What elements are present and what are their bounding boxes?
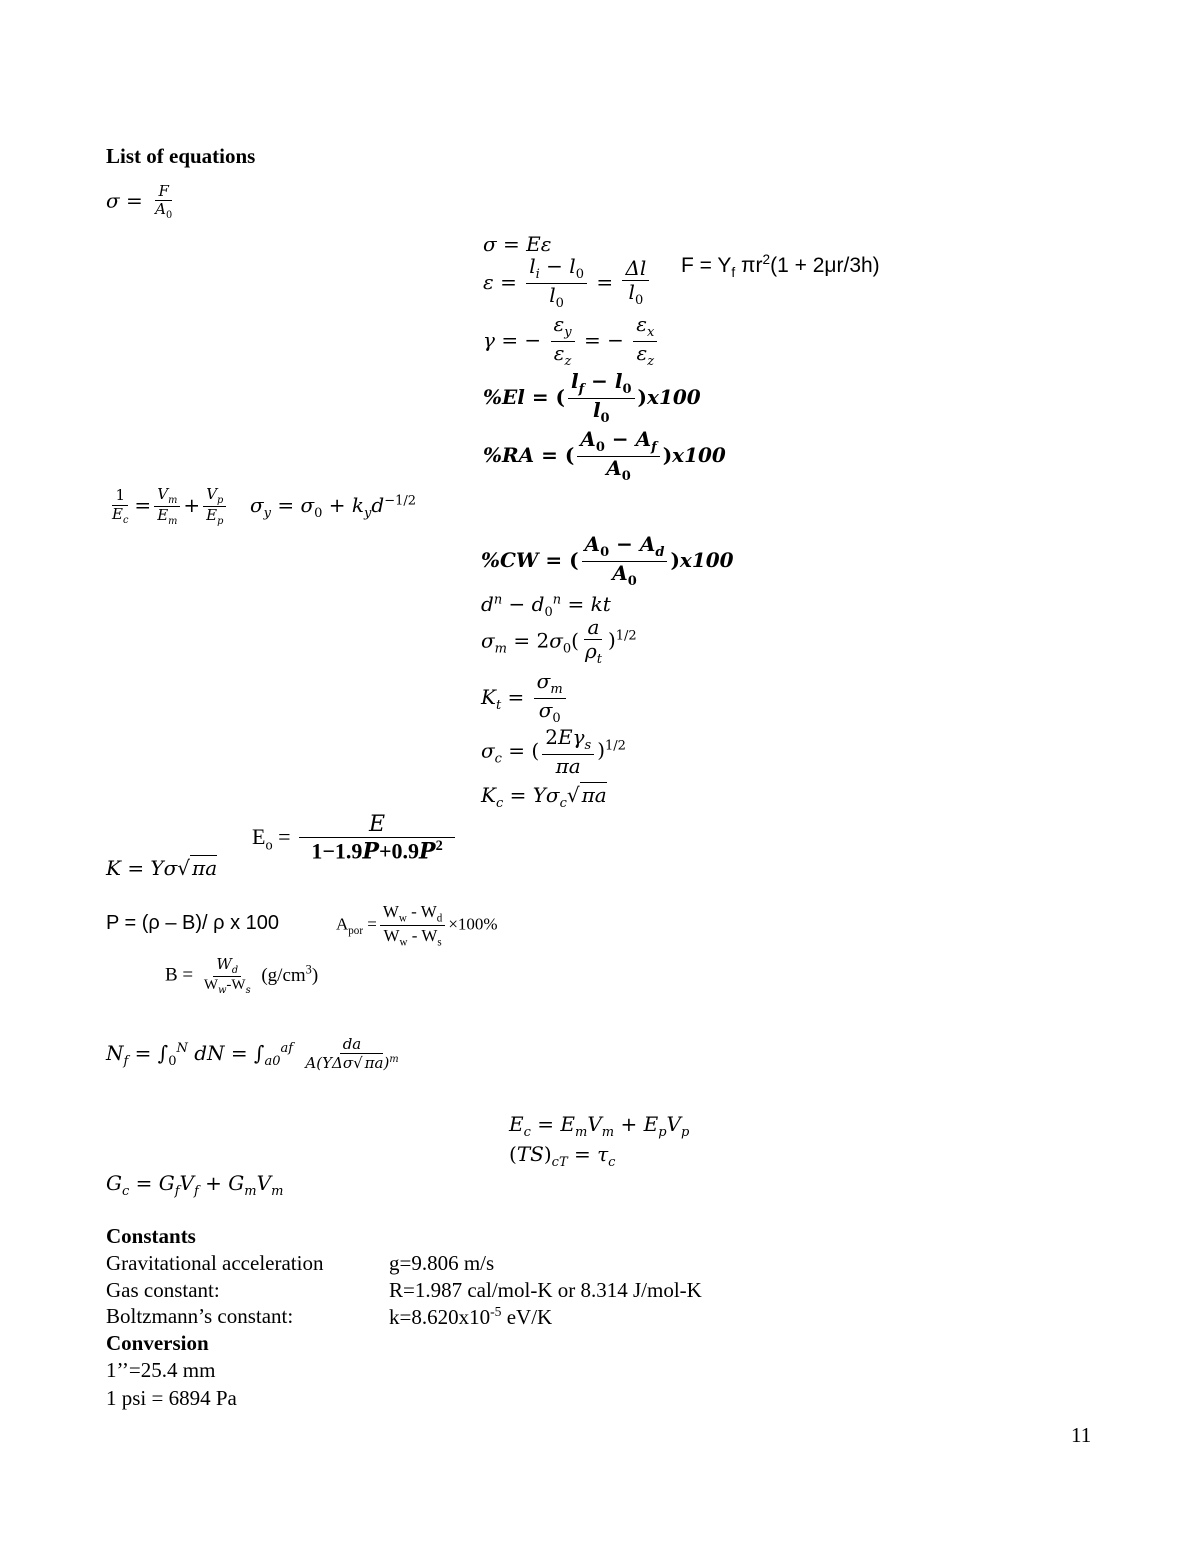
- equation-poisson: γ = − $\frac{\varepsilon_y}{\varepsilon_z}$ = − $\frac{\varepsilon_x}{\varepsilon_z}$: [483, 313, 660, 370]
- page-title: List of equations: [106, 144, 256, 168]
- equation-cold-work: %CW = ( $\frac{A_0 - A_d}{A_0}$ )x100: [481, 532, 734, 589]
- equation-elongation: %El = ( $\frac{l_f - l_0}{l_0}$ )x100: [483, 369, 701, 426]
- constant-value: $k=8.620x10^{-5}$ eV/K: [389, 1304, 553, 1329]
- equation-k-factor: K = Yσ√ πa: [106, 856, 218, 880]
- constant-value: g=9.806 m/s: [389, 1251, 495, 1275]
- constant-name: Gravitational acceleration: [106, 1251, 324, 1275]
- equation-shear-modulus: $G_c = G_fV_f + G_mV_m$: [106, 1171, 284, 1199]
- equation-fatigue-life: $N_f = \int_0^N$ dN = $\int_{a0}^{af}$ $\frac{da}{A(Y\Delta\sigma√ \pi a)^m}$: [106, 1035, 399, 1073]
- equation-tensile-strength: $(TS)_{cT} = \tau_c$: [509, 1142, 616, 1170]
- constant-name: Boltzmann’s constant:: [106, 1304, 294, 1328]
- equation-reduction-area: %RA = ( $\frac{A_0 - A_f}{A_0}$ )x100: [483, 427, 726, 484]
- equation-kt: $K_t$ = $\frac{\sigma_m}{\sigma_0}$: [481, 670, 569, 727]
- constant-value: R=1.987 cal/mol-K or 8.314 J/mol-K: [389, 1278, 702, 1302]
- equation-composite-modulus-parallel: $E_c = E_mV_m + E_pV_p$: [509, 1112, 690, 1140]
- conversion-heading: Conversion: [106, 1331, 209, 1355]
- equation-hooke: σ = Eε: [483, 232, 552, 256]
- equation-bulk-density: B = $\frac{W_d}{W_w-W_s}$ $(g/cm^3)$: [165, 955, 319, 997]
- constants-heading: Constants: [106, 1224, 196, 1248]
- x100-label: x100: [647, 384, 701, 409]
- page-number: 11: [1071, 1423, 1092, 1447]
- equation-friction-force: $F = Y_f$ $\pi r^2(1 + 2\mu r/3h)$: [681, 252, 880, 281]
- conversion-row: 1’’=25.4 mm: [106, 1358, 216, 1382]
- equation-hall-petch: $\sigma_y = \sigma_0 + k_yd^{-1/2}$: [250, 493, 417, 521]
- equation-composite-modulus-series: $\frac{1}{E_c}$ = $\frac{V_m}{E_m}$ + $\frac{V_p}{E_p}$: [106, 486, 229, 527]
- x100-label: x100: [672, 442, 726, 467]
- equation-strain: ε = $\frac{l_i - l_0}{l_0}$ = $\frac{\Delta l}{l_0}$: [483, 255, 652, 312]
- conversion-row: 1 psi = 6894 Pa: [106, 1386, 237, 1410]
- equation-stress-concentration: $\sigma_m = 2\sigma_0$( $\frac{a}{\rho_t}$ )$^{1/2}$: [481, 615, 637, 667]
- equation-kc: $K_c = Y\sigma_c√$ πa: [481, 783, 607, 811]
- x100-label: x100: [679, 547, 734, 572]
- equation-porosity-p: P = (ρ – B)/ ρ x 100: [106, 912, 280, 934]
- equation-apparent-porosity: $A_{por}$ = $\frac{W_w - W_d}{W_w - W_s}$ ×100%: [336, 902, 498, 949]
- equation-porosity-modulus: $E_o$ = $\frac{E}{1-1.9P+0.9P^2}$: [252, 812, 458, 865]
- equation-stress: σ = $\frac{F}{A_0}$: [106, 182, 173, 222]
- equation-griffith: $\sigma_c$ = ( $\frac{2E\gamma_s}{\pi a}$ )$^{1/2}$: [481, 725, 626, 778]
- constant-name: Gas constant:: [106, 1278, 220, 1302]
- equation-grain-growth: $d^n - d_0^n$ = kt: [481, 592, 611, 620]
